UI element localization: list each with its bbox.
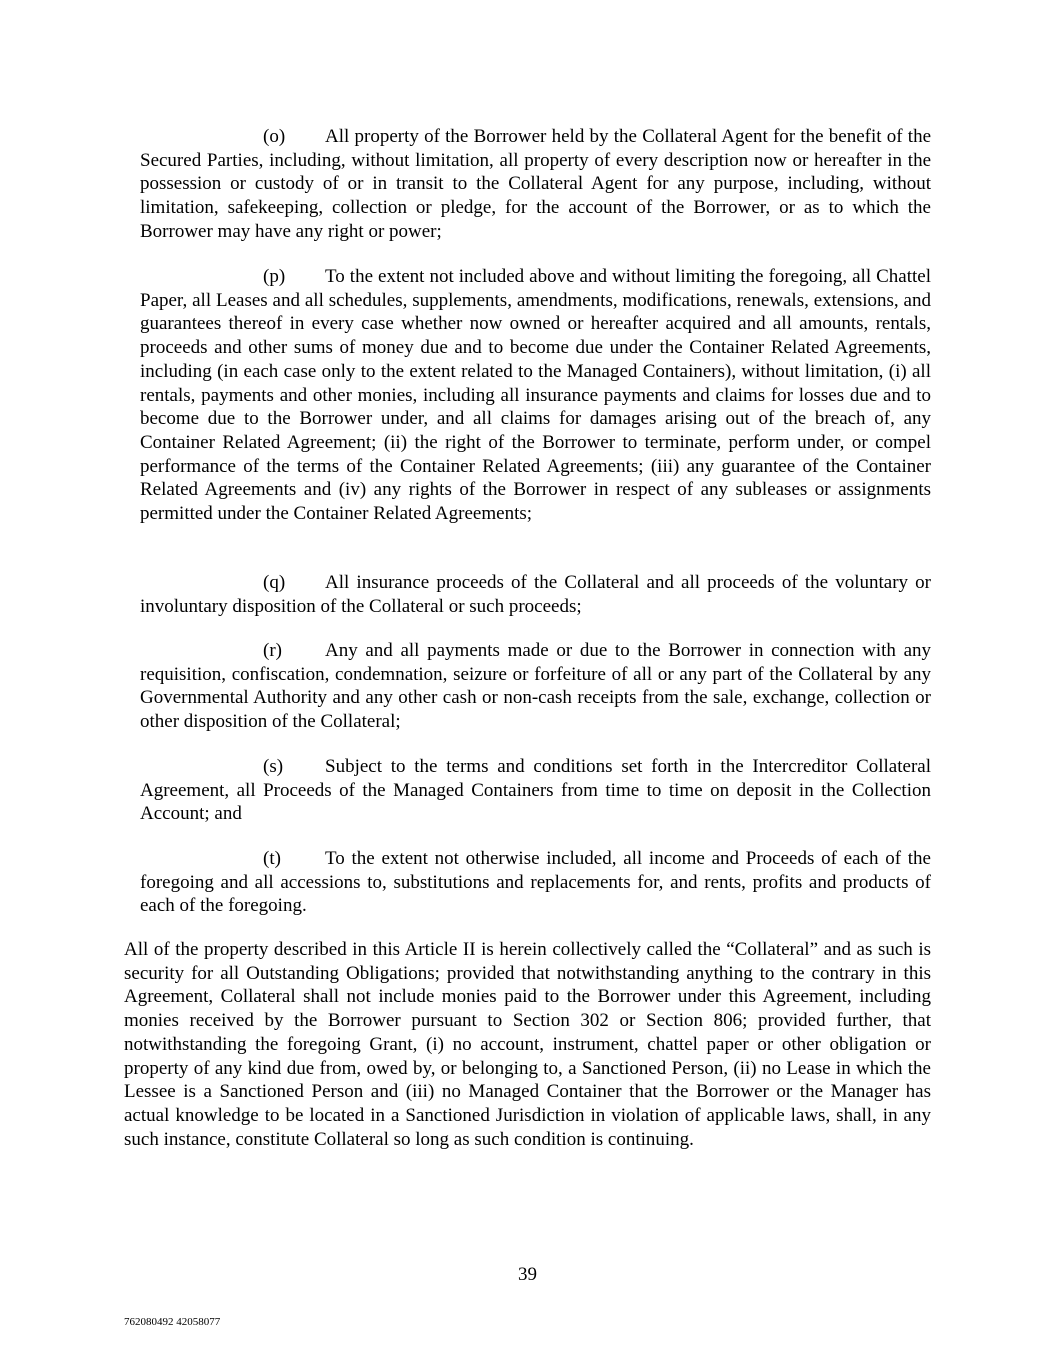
document-id: 762080492 42058077	[124, 1316, 221, 1328]
clause-r	[140, 639, 931, 734]
clause-o	[140, 125, 931, 244]
clause-marker: (p)	[263, 266, 286, 287]
page-number: 39	[518, 1264, 537, 1285]
clause-text: All insurance proceeds of the Collateral and all proceeds of the voluntary or involuntary disposition of the Collateral or such proceeds;	[140, 572, 931, 617]
clause-text: To the extent not included above and without limiting the foregoing, all Chattel Paper, all Leases and all schedules, supplements, amendments, modifications, renewals, extensions, and guarantees thereof in every case whether now owned or hereafter acquired and all amounts, rentals, proceeds and other sums of money due and to become due under the Container Related Agreements, including (in each case only to the extent related to the Managed Containers), without limitation, (i) all rentals, payments and other monies, including all insurance payments and claims for losses due and to become due to the Borrower under, and all claims for damages arising out of the breach of, any Container Related Agreement; (ii) the right of the Borrower to terminate, perform under, or compel performance of the terms of the Container Related Agreements; (iii) any guarantee of the Container Related Agreements and (iv) any rights of the Borrower in respect of any subleases or assignments permitted under the Container Related Agreements;	[140, 266, 931, 525]
clause-marker: (o)	[263, 126, 286, 147]
clause-marker: (t)	[263, 848, 281, 869]
clause-s	[140, 755, 931, 826]
clause-marker: (r)	[263, 640, 282, 661]
closing-paragraph: All of the property described in this Article II is herein collectively called the “Collateral” and as such is security for all Outstanding Obligations; provided that notwithstanding anything to the contrary in this Agreement, Collateral shall not include monies paid to the Borrower under this Agreement, including monies received by the Borrower pursuant to Section 302 or Section 806; provided further, that notwithstanding the foregoing Grant, (i) no account, instrument, chattel paper or other obligation or property of any kind due from, owed by, or belonging to, a Sanctioned Person, (ii) no Lease in which the Lessee is a Sanctioned Person and (iii) no Managed Container that the Borrower or the Manager has actual knowledge to be located in a Sanctioned Jurisdiction in violation of applicable laws, shall, in any such instance, constitute Collateral so long as such condition is continuing.	[124, 939, 931, 1150]
clause-text: All property of the Borrower held by the Collateral Agent for the benefit of the Secured Parties, including, without limitation, all property of every description now or hereafter in the possession or custody of or in transit to the Collateral Agent for any purpose, including, without limitation, safekeeping, collection or pledge, for the account of the Borrower, or as to which the Borrower may have any right or power;	[140, 126, 931, 242]
clause-text: Any and all payments made or due to the Borrower in connection with any requisition, confiscation, condemnation, seizure or forfeiture of all or any part of the Collateral by any Governmental Authority and any other cash or non-cash receipts from the sale, exchange, collection or other disposition of the Collateral;	[140, 640, 931, 733]
clause-p	[140, 265, 931, 526]
clause-marker: (q)	[263, 572, 286, 593]
clause-marker: (s)	[263, 756, 284, 777]
clause-q	[140, 571, 931, 618]
clause-text: Subject to the terms and conditions set forth in the Intercreditor Collateral Agreement, all Proceeds of the Managed Containers from time to time on deposit in the Collection Account; and	[140, 756, 931, 825]
clause-text: To the extent not otherwise included, all income and Proceeds of each of the foregoing and all accessions to, substitutions and replacements for, and rents, profits and products of each of the foregoing.	[140, 848, 931, 917]
clause-t	[140, 847, 931, 918]
